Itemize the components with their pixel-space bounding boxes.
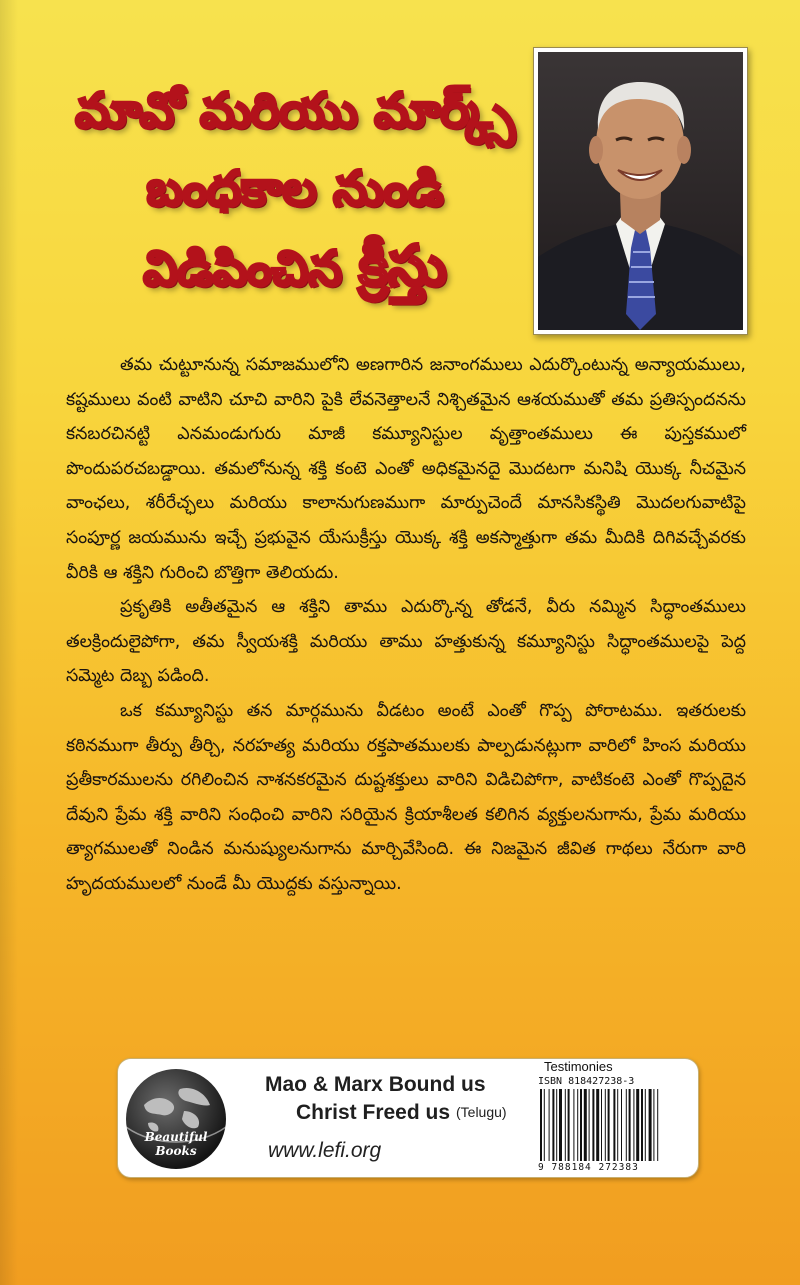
author-portrait-photo-icon bbox=[538, 52, 743, 330]
title-line-3 bbox=[70, 228, 520, 308]
language-label: (Telugu) bbox=[456, 1104, 507, 1120]
logo-text-beautiful: Beautiful bbox=[144, 1130, 208, 1144]
title-word-vidipinchina: విడిపించిన bbox=[143, 241, 342, 297]
title-line-1: మావో మరియు మార్క్స్ bbox=[75, 83, 515, 139]
barcode-digits: 9 788184 272383 bbox=[538, 1162, 639, 1173]
publisher-logo-globe-icon bbox=[124, 1067, 228, 1171]
barcode-icon bbox=[538, 1089, 688, 1161]
barcode-caption: Testimonies bbox=[544, 1059, 613, 1074]
blurb-paragraph-3: ఒక కమ్యూనిస్టు తన మార్గమును వీడటం అంటే ఎంతో గొప్ప పోరాటము. ఇతరులకు కఠినముగా తీర్పు తీర్చి, నరహత్య మరియు రక్తపాతములకు పాల్పడునట్లుగా వారిలో హింస మరియు ప్రతీకారములను రగిలించిన నాశనకరమైన దుష్టశక్తులు వారిని విడిచిపోగా, వాటికంటె ఎంతో గొప్పదైన దేవుని ప్రేమ శక్తి వారిని సంధించి వారిని సరియైన క్రియాశీలత కలిగిన వ్యక్తులనుగాను, ప్రేమ మరియు త్యాగములతో నిండిన మనుష్యులనుగాను మార్చివేసింది. ఈ నిజమైన జీవిత గాథలు నేరుగా వారి హృదయములలో నుండే మీ యొద్దకు వస్తున్నాయి. bbox=[66, 700, 746, 894]
blurb-paragraph-1: తమ చుట్టూనున్న సమాజములోని అణగారిన జనాంగములు ఎదుర్కొంటున్న అన్యాయములు, కష్టములు వంటి వాటిని చూచి వారిని పైకి లేవనెత్తాలనే నిశ్చితమైన ఆశయముతో తమ ప్రతిస్పందనను కనబరచినట్టి ఎనమండుగురు మాజీ కమ్యూనిస్టుల వృత్తాంతములు ఈ పుస్తకములో పొందుపరచబడ్డాయి. తమలోనున్న శక్తి కంటె ఎంతో అధికమైనదై మొదటగా మనిషి యొక్క నీచమైన వాంఛలు, శరీరేచ్ఛలు మరియు కాలానుగుణముగా మార్పుచెందే మానసికస్థితి మొదలగువాటిపై సంపూర్ణ జయమును ఇచ్చే ప్రభువైన యేసుక్రీస్తు యొక్క శక్తి అకస్మాత్తుగా తమ మీదికి దిగివచ్చేవరకు వీరికి ఆ శక్తిని గురించి బొత్తిగా తెలియదు. bbox=[66, 355, 746, 583]
blurb-paragraph-2: ప్రకృతికి అతీతమైన ఆ శక్తిని తాము ఎదుర్కొన్న తోడనే, వీరు నమ్మిన సిద్ధాంతములు తలక్రిందులైపోగా, తమ స్వీయశక్తి మరియు తాము హత్తుకున్న కమ్యూనిస్టు సిద్ధాంతములపై పెద్ద సమ్మెట దెబ్బ పడింది. bbox=[66, 597, 746, 687]
author-photo-frame bbox=[533, 47, 748, 335]
cover-title bbox=[70, 72, 520, 308]
barcode-area bbox=[536, 1059, 696, 1177]
publisher-info-box bbox=[117, 1058, 699, 1178]
title-line-2: బంధకాల నుండి bbox=[146, 161, 444, 217]
logo-text-books: Books bbox=[155, 1144, 197, 1158]
isbn-label: ISBN 818427238-3 bbox=[538, 1076, 635, 1087]
english-title-line-1: Mao & Marx Bound us bbox=[265, 1073, 486, 1096]
english-title-line-2: Christ Freed us bbox=[296, 1101, 451, 1124]
blurb-text bbox=[66, 348, 746, 902]
website-url: www.lefi.org bbox=[268, 1139, 382, 1162]
title-word-kreestu: క్రీస్తు bbox=[358, 234, 447, 299]
